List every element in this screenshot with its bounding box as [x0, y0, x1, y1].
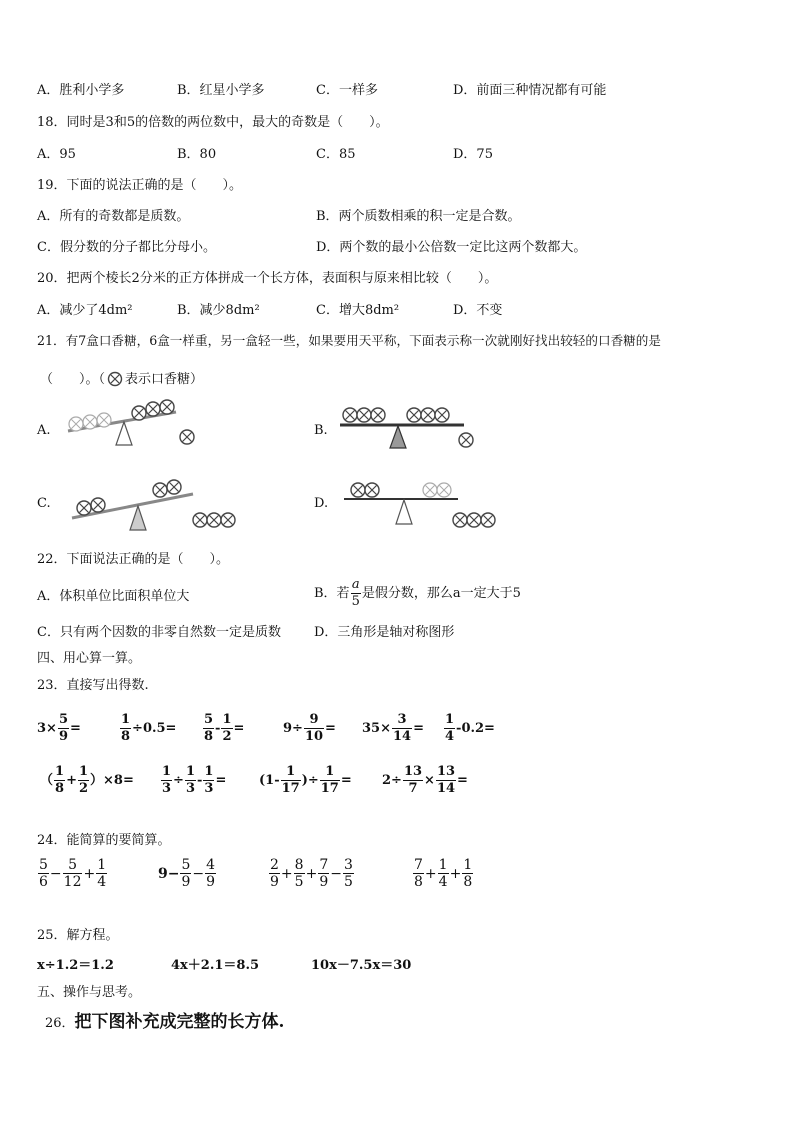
- fraction: [320, 764, 340, 797]
- expr-part: −: [192, 865, 205, 882]
- den: 10: [304, 729, 324, 744]
- fraction: [436, 764, 456, 797]
- num: 5: [181, 857, 191, 873]
- q21-label-b: B.: [314, 423, 328, 438]
- q19-option-b: B．两个质数相乘的积一定是合数。: [316, 209, 521, 224]
- expr-part: ÷: [173, 773, 184, 788]
- expr-part: ）×8=: [90, 773, 134, 788]
- den: 6: [39, 874, 48, 890]
- num: 1: [463, 857, 473, 873]
- den: 2: [222, 729, 232, 744]
- fraction: [444, 712, 455, 745]
- den: 3: [204, 781, 214, 796]
- equation-1: x÷1.2＝1.2: [37, 958, 114, 973]
- den: 8: [55, 781, 65, 796]
- den: 17: [281, 781, 300, 796]
- expr-part: +: [424, 865, 437, 882]
- num: 1: [445, 712, 455, 727]
- fraction: [205, 857, 216, 890]
- num: 1: [185, 764, 195, 779]
- expr-part: =: [325, 721, 336, 736]
- q20-option-b: B．减少8dm²: [177, 303, 260, 318]
- fraction: [294, 857, 305, 890]
- expr-part: -: [197, 773, 203, 788]
- den: 17: [320, 781, 339, 796]
- num: 13: [403, 764, 423, 779]
- q17-option-a: A．胜利小学多: [37, 83, 125, 98]
- q20-option-d: D．不变: [453, 303, 503, 318]
- fraction: [180, 857, 191, 890]
- equation-3: 10x－7.5x＝30: [311, 958, 412, 973]
- den: 4: [445, 729, 455, 744]
- q24-stem: 24．能简算的要简算。: [37, 833, 171, 848]
- q20-option-a: A．减少了4dm²: [37, 303, 133, 318]
- num: 4: [206, 857, 216, 873]
- den: 7: [408, 781, 418, 796]
- num: 13: [436, 764, 456, 779]
- expr-f3: [259, 764, 352, 797]
- den: 14: [392, 729, 412, 744]
- expr-part: +: [66, 773, 77, 788]
- fraction: [343, 857, 354, 890]
- num: 3: [392, 712, 412, 729]
- den: 5: [294, 874, 304, 890]
- expr-part: +: [449, 865, 462, 882]
- q17-option-c: C．一样多: [316, 83, 378, 98]
- den: 12: [63, 874, 82, 890]
- fraction: [38, 857, 49, 890]
- q20-stem: 20．把两个棱长2分米的正方体拼成一个长方体，表面积与原来相比较（ ）。: [37, 271, 498, 286]
- num: 2: [270, 857, 279, 873]
- q22-option-d: D．三角形是轴对称图形: [314, 625, 455, 640]
- num: 1: [438, 857, 448, 873]
- q19-option-c: C．假分数的分子都比分母小。: [37, 240, 216, 255]
- fraction: [185, 764, 196, 797]
- num: 5: [58, 712, 68, 727]
- expr-part: −: [49, 865, 62, 882]
- fraction: [318, 857, 329, 890]
- num: 1: [121, 712, 131, 727]
- expr-e6: [443, 712, 495, 745]
- fraction: [392, 712, 412, 745]
- expr-part: =: [457, 773, 468, 788]
- num: 5: [63, 857, 83, 874]
- expr-part: (1-: [259, 773, 280, 788]
- den: 2: [78, 781, 89, 796]
- num: 8: [294, 857, 304, 873]
- den: 8: [121, 729, 131, 744]
- den: 4: [438, 874, 448, 890]
- q19-option-a: A．所有的奇数都是质数。: [37, 209, 190, 224]
- q21-label-a: A.: [37, 423, 51, 438]
- expr-f4: [382, 764, 468, 797]
- num: 7: [319, 857, 329, 873]
- expr-part: =: [70, 721, 81, 736]
- expr-part: ×: [424, 773, 435, 788]
- balance-b: [338, 400, 488, 455]
- expr-g1: [37, 857, 108, 890]
- q22-option-b: [314, 577, 521, 610]
- q18-stem: 18．同时是3和5的倍数的两位数中，最大的奇数是（ ）。: [37, 115, 389, 130]
- num: 5: [39, 857, 48, 873]
- q21-stem-line1: 21．有7盒口香糖，6盒一样重，另一盒轻一些，如果要用天平称，下面表示称一次就刚好找出较轻的口香糖的是: [37, 333, 661, 348]
- fraction: [281, 764, 301, 797]
- fraction: [221, 712, 232, 745]
- q18-option-d: D．75: [453, 147, 493, 162]
- expr-e5: [362, 712, 424, 745]
- expr-part: 35×: [362, 721, 391, 736]
- gum-icon: [107, 371, 123, 387]
- fraction: [161, 764, 172, 797]
- num: 1: [204, 764, 214, 779]
- fraction: [96, 857, 107, 890]
- q23-stem: 23．直接写出得数.: [37, 678, 149, 693]
- expr-e4: [283, 712, 336, 745]
- q21-stem-line2-a: （ ）。（: [40, 371, 106, 387]
- expr-part: +: [305, 865, 318, 882]
- fraction-denominator: 5: [351, 594, 360, 609]
- den: 3: [162, 781, 172, 796]
- expr-part: −: [330, 865, 342, 882]
- fraction: [58, 712, 69, 745]
- fraction: [413, 857, 424, 890]
- q21-label-d: D.: [314, 496, 329, 511]
- expr-part: +: [280, 865, 293, 882]
- num: 7: [414, 857, 423, 873]
- num: 1: [55, 764, 65, 779]
- q17-option-b: B．红星小学多: [177, 83, 265, 98]
- expr-e3: [202, 712, 244, 745]
- den: 14: [436, 781, 456, 796]
- num: 9: [304, 712, 324, 729]
- expr-part: 9÷: [283, 721, 303, 736]
- den: 3: [185, 781, 195, 796]
- q17-option-d: D．前面三种情况都有可能: [453, 83, 607, 98]
- q25-stem: 25．解方程。: [37, 928, 119, 943]
- equation-2: 4x＋2.1＝8.5: [171, 958, 260, 973]
- den: 9: [206, 874, 216, 890]
- expr-part: =: [413, 721, 424, 736]
- num: 1: [162, 764, 172, 779]
- den: 5: [343, 874, 353, 890]
- q21-stem-line2: [40, 371, 203, 387]
- expr-f2: [160, 764, 226, 797]
- num: 1: [281, 764, 301, 781]
- q18-option-c: C．85: [316, 147, 356, 162]
- den: 8: [463, 874, 473, 890]
- fraction: [403, 764, 423, 797]
- expr-part: =: [215, 773, 227, 788]
- expr-g4: [412, 857, 474, 890]
- fraction: [120, 712, 131, 745]
- section-5-heading: 五、操作与思考。: [37, 985, 142, 1000]
- den: 9: [319, 874, 329, 890]
- expr-e2: [119, 712, 176, 745]
- q26-stem: [45, 1014, 284, 1031]
- q22-stem: 22．下面说法正确的是（ ）。: [37, 552, 230, 567]
- fraction: [462, 857, 473, 890]
- q21-label-c: C.: [37, 496, 51, 511]
- expr-part: 3×: [37, 721, 57, 736]
- num: 1: [97, 857, 107, 873]
- expr-part: 2÷: [382, 773, 402, 788]
- q22-option-a: A．体积单位比面积单位大: [37, 589, 190, 604]
- expr-part: =: [233, 721, 245, 736]
- fraction: [203, 712, 214, 745]
- fraction: [54, 764, 65, 797]
- den: 8: [414, 874, 423, 890]
- den: 9: [58, 729, 68, 744]
- expr-e1: [37, 712, 81, 745]
- den: 8: [204, 729, 214, 744]
- q22-option-b-post: 是假分数，那么a一定大于5: [361, 586, 521, 601]
- fraction: [269, 857, 280, 890]
- fraction: [203, 764, 214, 797]
- expr-part: 9−: [158, 865, 180, 882]
- balance-c: [68, 472, 253, 532]
- den: 9: [270, 874, 279, 890]
- expr-part: ÷0.5=: [132, 721, 177, 736]
- q22-option-c: C．只有两个因数的非零自然数一定是质数: [37, 625, 281, 640]
- expr-f1: [40, 764, 134, 797]
- den: 9: [181, 874, 191, 890]
- balance-d: [340, 478, 505, 536]
- q19-stem: 19．下面的说法正确的是（ ）。: [37, 178, 243, 193]
- expr-part: +: [83, 865, 96, 882]
- q26-number: 26．: [45, 1016, 75, 1031]
- expr-part: )÷: [301, 773, 319, 788]
- num: 3: [343, 857, 353, 873]
- num: 1: [78, 764, 89, 779]
- q18-option-a: A．95: [37, 147, 76, 162]
- expr-g2: [158, 857, 217, 890]
- fraction-numerator: a: [351, 577, 360, 592]
- fraction: [438, 857, 449, 890]
- expr-part: -: [215, 721, 221, 736]
- expr-g3: [268, 857, 355, 890]
- q19-option-d: D．两个数的最小公倍数一定比这两个数都大。: [316, 240, 587, 255]
- num: 1: [320, 764, 340, 781]
- q21-stem-line2-b: 表示口香糖）: [125, 371, 204, 387]
- q22-option-b-pre: B．若: [314, 586, 350, 601]
- section-4-heading: 四、用心算一算。: [37, 651, 142, 666]
- den: 4: [97, 874, 107, 890]
- q20-option-c: C．增大8dm²: [316, 303, 400, 318]
- fraction: [78, 764, 89, 797]
- q26-text: 把下图补充成完整的长方体.: [74, 1012, 285, 1032]
- expr-part: （: [40, 773, 54, 788]
- fraction: [63, 857, 83, 890]
- q18-option-b: B．80: [177, 147, 217, 162]
- expr-part: -0.2=: [456, 721, 495, 736]
- expr-part: =: [340, 773, 352, 788]
- fraction-a-over-5: [351, 577, 361, 610]
- num: 1: [222, 712, 232, 727]
- fraction: [304, 712, 324, 745]
- balance-a: [64, 395, 214, 451]
- num: 5: [204, 712, 214, 727]
